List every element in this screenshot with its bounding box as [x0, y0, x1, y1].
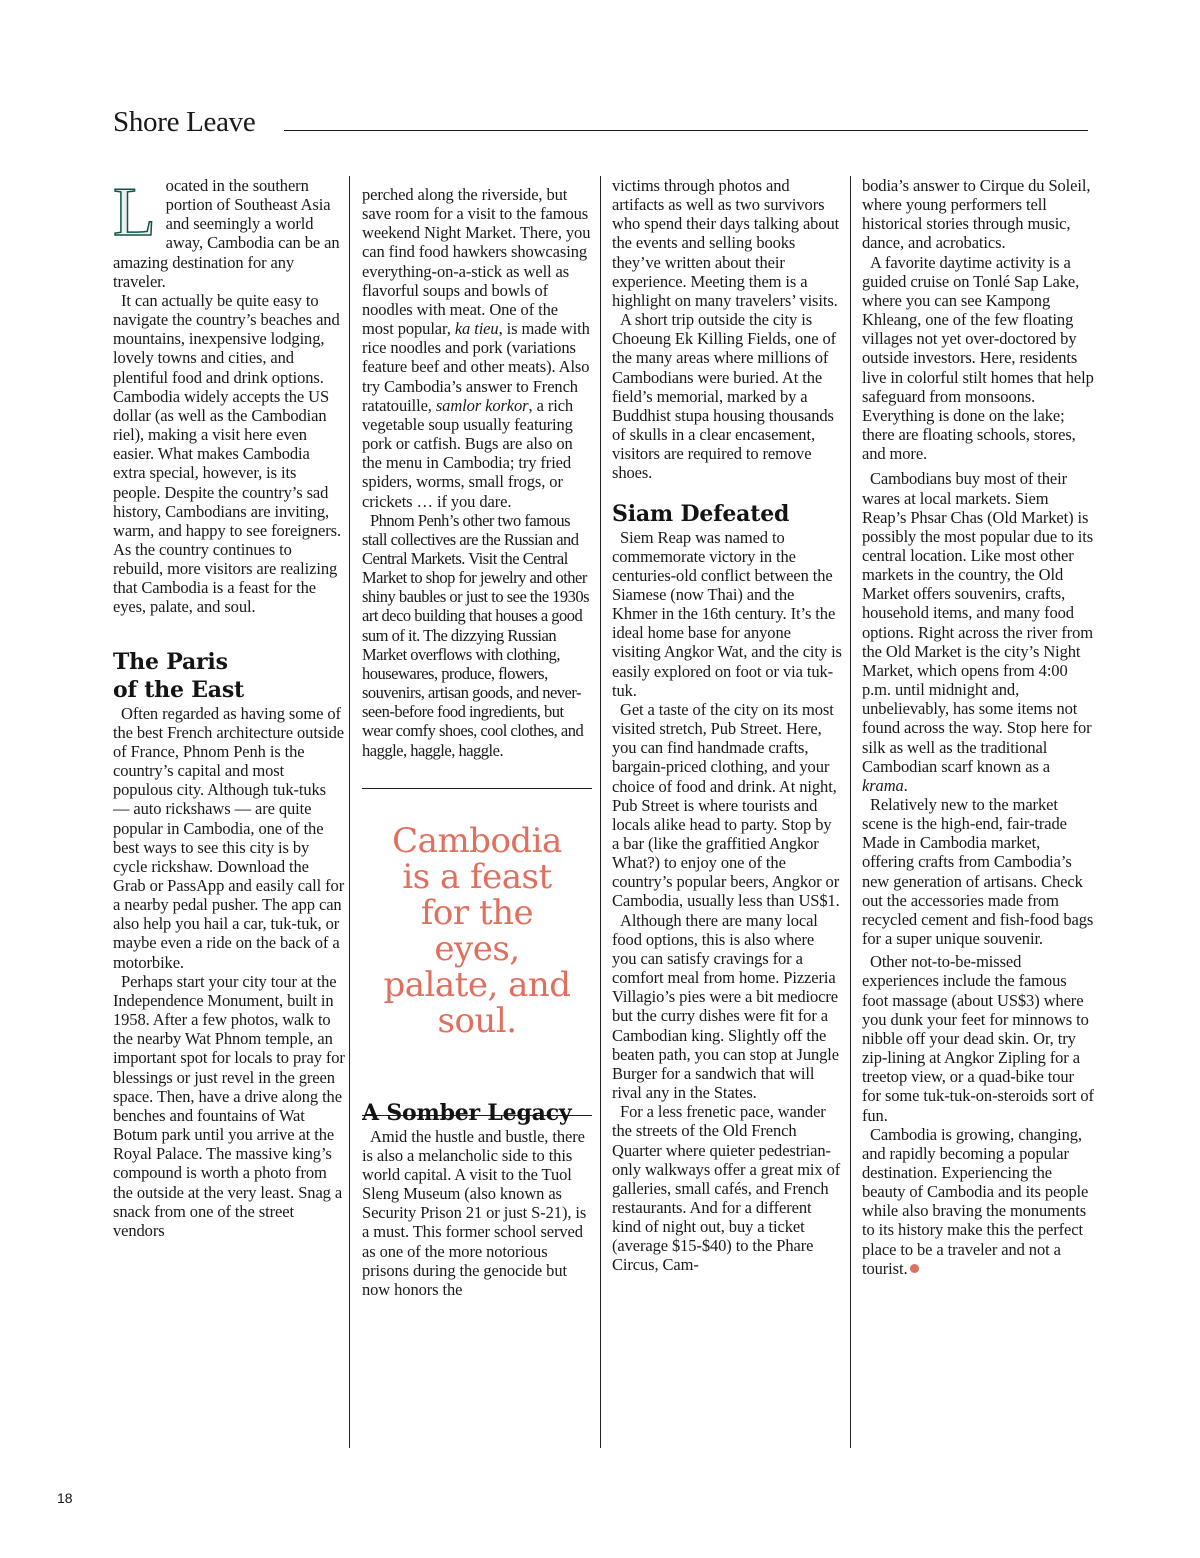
column-divider: [600, 176, 601, 1448]
article-column-3: [612, 176, 842, 1456]
subheading-line: of the East: [113, 676, 244, 703]
body-paragraph: Siem Reap was named to commemorate victory in the centuries-old conflict between the Siamese (now Thai) and the Khmer in the 16th century. It’s the ideal home base for anyone visiting Angkor Wat, and the city is easily explored on foot or via tuk-tuk.: [612, 527, 842, 700]
section-header-rule: [284, 130, 1088, 131]
text-run: , is made with rice noodles and pork (variations feature beef and other meats). Also try Cambodia’s answer to French ratatouille,: [362, 319, 590, 415]
subheading-line: The Paris: [113, 648, 228, 675]
body-paragraph: Amid the hustle and bustle, there is also a melancholic side to this world capital. A visit to the Tuol Sleng Museum (also known as Security Prison 21 or just S-21), is a must. This former school served as one of the more notorious prisons during the genocide but now honors the: [362, 1126, 587, 1299]
body-paragraph: Relatively new to the market scene is the high-end, fair-trade Made in Cambodia market, offering crafts from Cambodia’s new generation of artisans. Check out the accessories made from recycled cement and fish-food bags for a super unique souvenir.: [862, 795, 1094, 949]
text-run: Cambodians buy most of their wares at local markets. Siem Reap’s Phsar Chas (Old Market) is possibly the most popular due to its central location. Like most other markets in the country, the Old Market offers souvenirs, crafts, household items, and many food options. Right across the river from the Old Market is the city’s Night Market, which opens from 4:00 p.m. until midnight and, unbelievably, has some items not found across the way. Stop here for silk as well as the traditional Cambodian scarf known as a: [862, 469, 1094, 776]
article-column-1: [113, 176, 345, 1456]
italic-term: krama: [862, 775, 904, 795]
body-paragraph: Perhaps start your city tour at the Independence Monument, built in 1958. After a few photos, walk to the nearby Wat Phnom temple, an important spot for locals to pray for blessings or just revel in the green space. Then, have a drive along the benches and fountains of Wat Botum park until you arrive at the Royal Palace. The massive king’s compound is worth a photo from the outside at the very least. Snag a snack from one of the street vendors: [113, 971, 345, 1240]
section-title: Shore Leave: [113, 106, 256, 138]
drop-cap: L: [113, 176, 156, 251]
article-column-2: [362, 176, 592, 1456]
lead-paragraph: ocated in the southern portion of Southeast Asia and seemingly a world away, Cambodia can be an amazing destination for any traveler.: [113, 176, 340, 291]
body-paragraph: A favorite daytime activity is a guided cruise on Tonlé Sap Lake, where you can see Kampong Khleang, one of the few floating villages not yet over-doctored by outside investors. Here, residents live in colorful stilt homes that help safeguard from monsoons. Everything is done on the lake; there are floating schools, stores, and more.: [862, 252, 1094, 464]
column-divider: [850, 176, 851, 1448]
column-divider: [349, 176, 350, 1448]
pull-quote: [362, 788, 592, 1083]
body-paragraph: For a less frenetic pace, wander the streets of the Old French Quarter where quieter pedestrian-only walkways offer a great mix of galleries, small cafés, and French restaurants. And for a different kind of night out, buy a ticket (average $15-$40) to the Phare Circus, Cam-: [612, 1102, 841, 1275]
body-paragraph: Often regarded as having some of the best French architecture outside of France, Phnom Penh is the country’s capital and most populous city. Although tuk-tuks — auto rickshaws — are quite popular in Cambodia, one of the best ways to see this city is by cycle rickshaw. Download the Grab or PassApp and easily call for a nearby pedal pusher. The app can also help you hail a car, tuk-tuk, or maybe even a ride on the back of a motorbike.: [113, 703, 345, 972]
text-run: perched along the riverside, but save room for a visit to the famous weekend Night Market. There, you can find food hawkers showcasing everything-on-a-stick as well as flavorful soups and bowls of noodles with meat. One of the most popular,: [362, 185, 591, 339]
end-mark-icon: [910, 1264, 919, 1273]
page-number: 18: [57, 1490, 73, 1506]
section-header: [113, 104, 1088, 140]
body-paragraph: [362, 185, 592, 511]
article-column-4: [862, 176, 1094, 1456]
body-paragraph: Get a taste of the city on its most visited stretch, Pub Street. Here, you can find handmade crafts, bargain-priced clothing, and your choice of food and drink. At night, Pub Street is where tourists and locals alike head to party. Stop by a bar (like the graffitied Angkor What?) to enjoy one of the country’s popular beers, Angkor or Cambodia, usually less than US$1.: [612, 699, 840, 911]
body-paragraph: bodia’s answer to Cirque du Soleil, where young performers tell historical stories through music, dance, and acrobatics.: [862, 176, 1091, 253]
body-paragraph: Although there are many local food options, this is also where you can satisfy cravings for a comfort meal from home. Pizzeria Villagio’s pies were a bit mediocre but the curry dishes were fit for a Cambodian king. Slightly off the beaten path, you can stop at Jungle Burger for a sandwich that will rival any in the States.: [612, 910, 839, 1103]
body-paragraph: Other not-to-be-missed experiences include the famous foot massage (about US$3) where you dunk your feet for minnows to nibble off your dead skin. Or, try zip-lining at Angkor Zipling for a treetop view, or a quad-bike tour for some tuk-tuk-on-steroids sort of fun.: [862, 952, 1094, 1125]
pull-quote-text: Cambodia is a feast for the eyes, palate, and soul.: [383, 820, 571, 1041]
text-run: , a rich vegetable soup usually featuring pork or catfish. Bugs are also on the menu in Cambodia; try fried spiders, worms, small frogs, or crickets … if you dare.: [362, 395, 574, 511]
body-paragraph: [862, 1125, 1094, 1278]
italic-term: samlor korkor: [435, 395, 529, 415]
body-paragraph: Phnom Penh’s other two famous stall collectives are the Russian and Central Markets. Visit the Central Market to shop for jewelry and other shiny baubles or just to see the 1930s art deco building that houses a good sum of it. The dizzying Russian Market overflows with clothing, housewares, produce, flowers, souvenirs, artisan goods, and never-seen-before food ingredients, but wear comfy shoes, cool clothes, and haggle, haggle, haggle.: [362, 510, 590, 760]
subheading-paris: [113, 648, 345, 704]
body-paragraph: A short trip outside the city is Choeung Ek Killing Fields, one of the many areas where millions of Cambodians were buried. At the field’s memorial, marked by a Buddhist stupa housing thousands of skulls in a clear encasement, visitors are required to remove shoes.: [612, 310, 837, 483]
body-paragraph: [862, 469, 1094, 795]
body-paragraph: victims through photos and artifacts as well as two survivors who spend their days talking about the events and selling books they’ve written about their experience. Meeting them is a highlight on many travelers’ visits.: [612, 176, 840, 310]
subheading-somber-legacy: A Somber Legacy: [362, 1099, 572, 1126]
text-run: Cambodia is growing, changing, and rapidly becoming a popular destination. Experiencing the beauty of Cambodia and its people while also braving the monuments to its history make this the perfect place to be a traveler and not a tourist.: [862, 1124, 1089, 1278]
body-paragraph: It can actually be quite easy to navigate the country’s beaches and mountains, inexpensive lodging, lovely towns and cities, and plentiful food and drink options. Cambodia widely accepts the US dollar (as well as the Cambodian riel), making a visit here even easier. What makes Cambodia extra special, however, is its people. Despite the country’s sad history, Cambodians are inviting, warm, and happy to see foreigners. As the country continues to rebuild, more visitors are realizing that Cambodia is a feast for the eyes, palate, and soul.: [113, 290, 341, 617]
italic-term: ka tieu: [454, 319, 499, 339]
text-run: .: [903, 775, 908, 795]
subheading-siam-defeated: Siam Defeated: [612, 500, 790, 527]
